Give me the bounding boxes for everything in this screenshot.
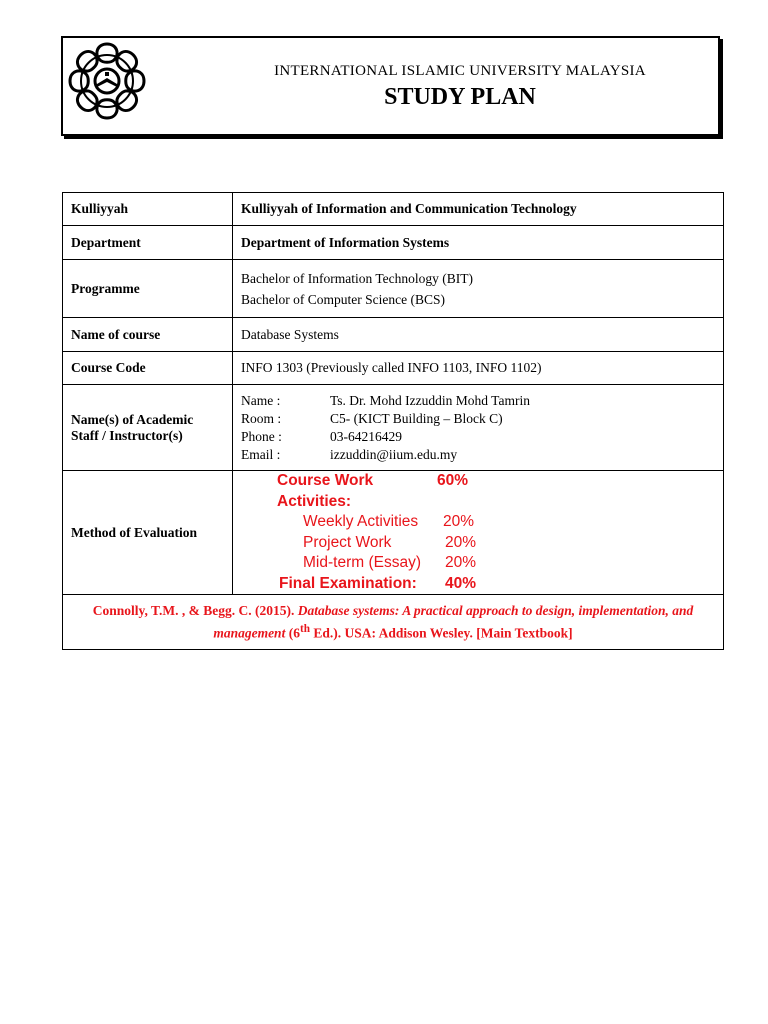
ref-edition-pre: (6 — [285, 625, 300, 641]
eval-item — [241, 533, 715, 554]
eval-pct: 60% — [437, 472, 469, 489]
table-row-staff — [63, 385, 724, 471]
row-value: Database Systems — [233, 318, 724, 352]
row-value: INFO 1303 (Previously called INFO 1103, INFO 1102) — [233, 352, 724, 385]
ref-edition-post: Ed.). USA: Addison Wesley. [Main Textbook] — [309, 625, 573, 641]
row-label: Method of Evaluation — [63, 471, 233, 595]
table-row-reference — [63, 595, 724, 650]
ref-edition-sup: th — [299, 623, 310, 635]
eval-name: Weekly Activities — [303, 513, 419, 530]
row-label: Course Code — [63, 352, 233, 385]
row-label: Name of course — [63, 318, 233, 352]
eval-pct: 20% — [445, 554, 477, 571]
iium-logo-icon — [64, 38, 150, 124]
eval-final — [241, 574, 715, 595]
eval-pct: 20% — [445, 533, 477, 551]
row-value — [233, 385, 724, 471]
staff-key: Name : — [241, 392, 281, 408]
ref-title: Database systems: A practical approach to design, implementation, and management — [213, 603, 694, 641]
row-label: Programme — [63, 260, 233, 318]
row-label: Department — [63, 226, 233, 260]
eval-name: Course Work Activities: — [277, 472, 374, 510]
eval-item — [241, 512, 715, 533]
row-value — [233, 260, 724, 318]
page-title: STUDY PLAN — [384, 84, 536, 110]
eval-item — [241, 553, 715, 574]
row-label: Name(s) of Academic Staff / Instructor(s) — [63, 385, 233, 471]
row-value: Kulliyyah of Information and Communication Technology — [233, 193, 724, 226]
eval-pct: 20% — [443, 513, 475, 530]
staff-key: Room : — [241, 410, 282, 426]
eval-name: Mid-term (Essay) — [303, 554, 421, 571]
table-row-course-name — [63, 318, 724, 352]
staff-key: Email : — [241, 446, 281, 462]
staff-value: izzuddin@iium.edu.my — [330, 446, 458, 462]
staff-key: Phone : — [241, 428, 282, 444]
table-row-programme — [63, 260, 724, 318]
staff-value: 03-64216429 — [330, 428, 402, 444]
eval-course-work — [241, 471, 715, 512]
ref-authors: Connolly, T.M. , & Begg. C. (2015). — [92, 603, 298, 618]
eval-pct: 40% — [445, 574, 477, 592]
table-row-department — [63, 226, 724, 260]
row-value: Department of Information Systems — [233, 226, 724, 260]
table-row-kulliyyah — [63, 193, 724, 226]
staff-value: Ts. Dr. Mohd Izzuddin Mohd Tamrin — [330, 392, 530, 408]
eval-name: Final Examination: — [279, 574, 417, 592]
university-name: INTERNATIONAL ISLAMIC UNIVERSITY MALAYSIA — [274, 63, 646, 79]
programme-bcs: Bachelor of Computer Science (BCS) — [241, 291, 445, 307]
study-plan-table — [62, 192, 724, 650]
eval-name: Project Work — [303, 533, 392, 551]
table-row-evaluation — [63, 471, 724, 595]
row-value — [233, 471, 724, 595]
staff-details — [241, 392, 715, 464]
evaluation-breakdown — [241, 471, 715, 594]
programme-bit: Bachelor of Information Technology (BIT) — [241, 270, 473, 286]
table-row-course-code — [63, 352, 724, 385]
main-textbook-reference — [63, 595, 724, 650]
staff-value: C5- (KICT Building – Block C) — [330, 410, 503, 426]
row-label: Kulliyyah — [63, 193, 233, 226]
